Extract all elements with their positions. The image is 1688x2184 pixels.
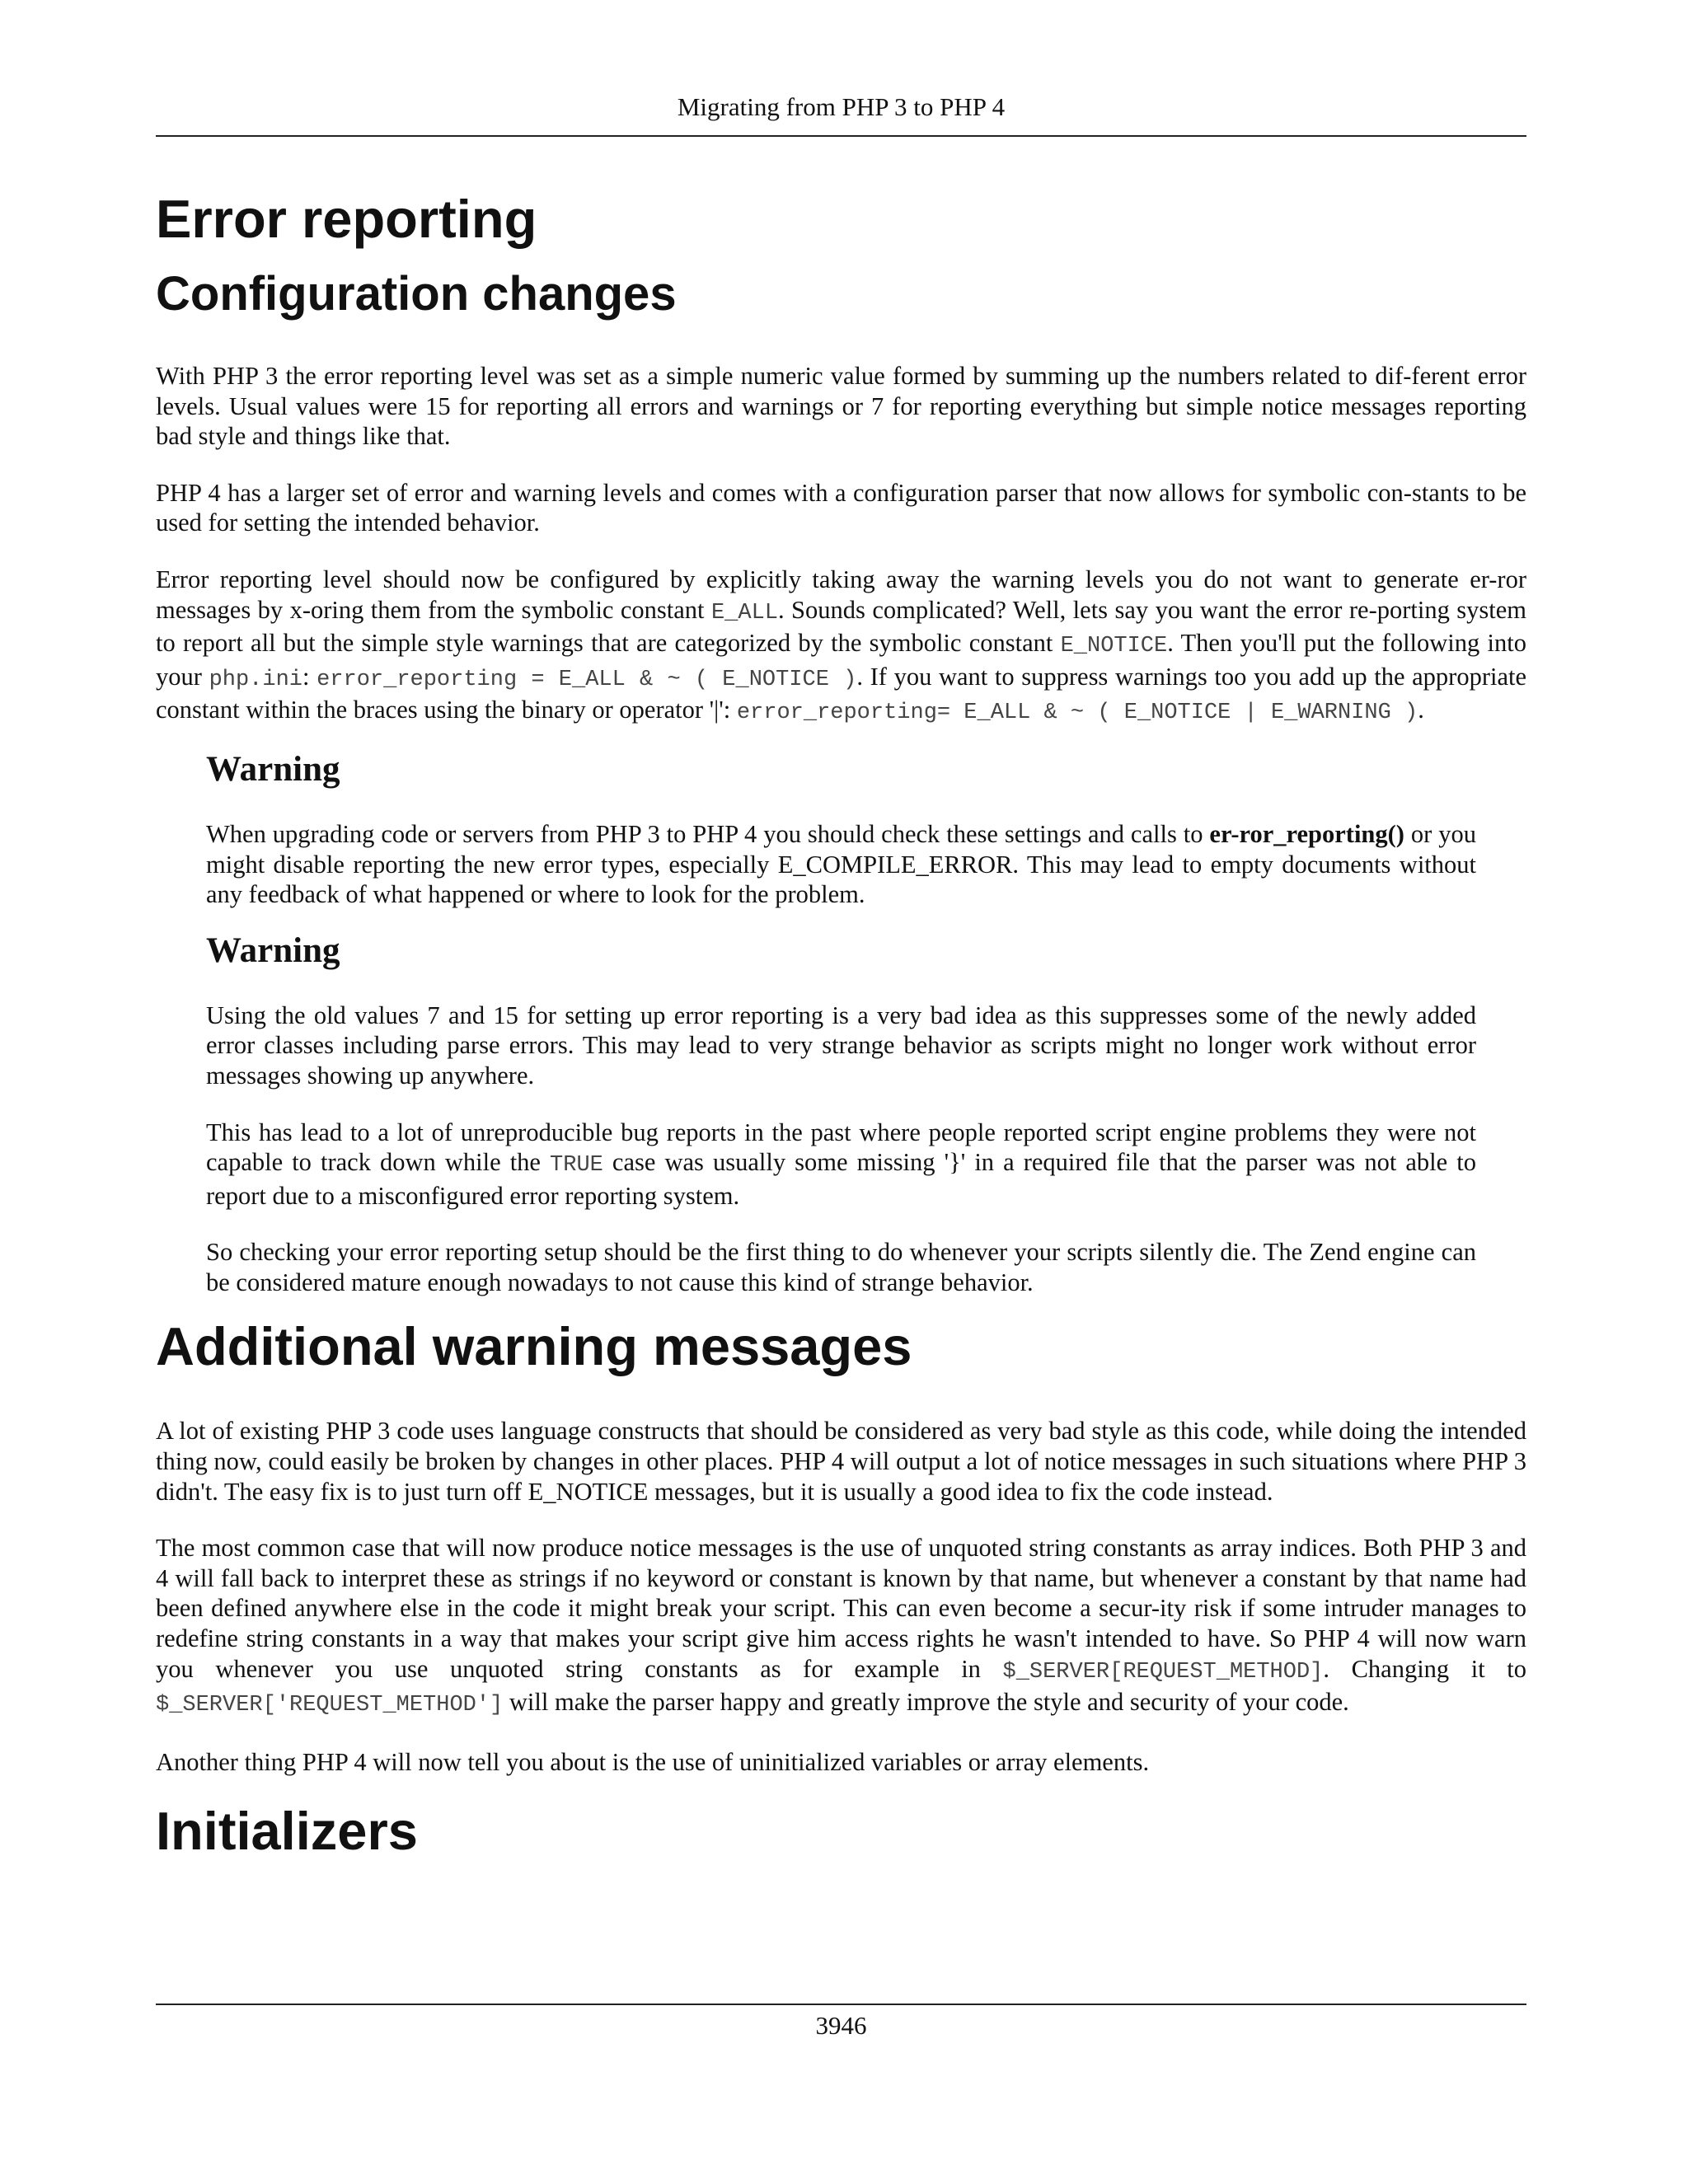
warning-paragraph-1: Using the old values 7 and 15 for setting up error reporting is a very bad idea as this suppresses some of the newly added error classes including parse errors. This may lead to very strange behavior as scripts might no longer work without error messages showing up anywhere. bbox=[206, 1001, 1476, 1090]
text-run: : bbox=[302, 662, 317, 691]
text-run: The most common case that will now produce notice messages is the use of unquoted string constants as array indices. Both PHP 3 and 4 will fall back to interpret these as strings if no keyword or constant is known by that name, but whenever a constant by that name had been defined anywhere else in the code it might break your script. This can even become a secur-ity risk if some intruder manages to redefine string constants in a way that makes your script give him access rights he wasn't intended to have. So PHP 4 will now warn you whenever you use unquoted string constants as for example in bbox=[156, 1534, 1526, 1683]
warning-text bbox=[206, 819, 1476, 910]
code-e-all: E_ALL bbox=[710, 600, 778, 626]
page-content bbox=[156, 186, 1526, 1864]
paragraph-config-3 bbox=[156, 565, 1526, 729]
paragraph-additional-1: A lot of existing PHP 3 code uses language constructs that should be considered as very bad style as this code, while doing the intended thing now, could easily be broken by changes in other places. PHP 4 will output a lot of notice messages in such situations where PHP 3 didn't. The easy fix is to just turn off E_NOTICE messages, but it is usually a good idea to fix the code instead. bbox=[156, 1417, 1526, 1506]
paragraph-additional-2 bbox=[156, 1533, 1526, 1721]
code-error-reporting-example-1: error_reporting = E_ALL & ~ ( E_NOTICE ) bbox=[316, 667, 857, 692]
text-run: When upgrading code or servers from PHP 3 to PHP 4 you should check these settings and calls to bbox=[206, 819, 1210, 848]
header-rule bbox=[156, 135, 1526, 137]
warning-paragraph-3: So checking your error reporting setup should be the first thing to do whenever your scripts silently die. The Zend engine can be considered mature enough nowadays to not cause this kind of strange behavior. bbox=[206, 1238, 1476, 1296]
text-run: . Then you'll put the following into your bbox=[156, 629, 1526, 691]
text-run: or you might disable reporting the new error types, especially E_COMPILE_ERROR. This may lead to empty documents without any feedback of what happened or where to look for the problem. bbox=[206, 819, 1476, 909]
text-run: case was usually some missing '}' in a required file that the parser was not able to report due to a misconfigured error reporting system. bbox=[206, 1148, 1476, 1210]
warning-title: Warning bbox=[206, 749, 340, 789]
function-name-error-reporting: er-ror_reporting() bbox=[1209, 819, 1404, 848]
text-run: . If you want to suppress warnings too you add up the appropriate constant within the braces using the binary or operator '|': bbox=[156, 662, 1527, 724]
footer-rule bbox=[156, 2004, 1526, 2005]
text-run: . bbox=[1418, 696, 1424, 724]
text-run: Error reporting level should now be configured by explicitly taking away the warning levels you do not want to generate er-ror messages by x-oring them from the symbolic constant bbox=[156, 565, 1526, 624]
text-run: This has lead to a lot of unreproducible bug reports in the past where people reported script engine problems they were not capable to track down while the bbox=[206, 1118, 1476, 1177]
page-number: 3946 bbox=[815, 2011, 867, 2040]
code-true: TRUE bbox=[550, 1153, 603, 1179]
code-server-request-method-quoted: $_SERVER['REQUEST_METHOD'] bbox=[156, 1693, 504, 1718]
warning-block-2 bbox=[206, 930, 1476, 1298]
paragraph-additional-3: Another thing PHP 4 will now tell you about is the use of uninitialized variables or array elements. bbox=[156, 1747, 1150, 1776]
section-title-additional-warning-messages: Additional warning messages bbox=[156, 1316, 912, 1377]
subsection-title-configuration-changes: Configuration changes bbox=[156, 267, 677, 321]
code-error-reporting-example-2: error_reporting= E_ALL & ~ ( E_NOTICE | E_WARNING ) bbox=[736, 701, 1418, 726]
section-title-error-reporting: Error reporting bbox=[156, 189, 537, 249]
warning-paragraph-2 bbox=[206, 1118, 1476, 1212]
section-title-initializers: Initializers bbox=[156, 1801, 418, 1862]
text-run: . Sounds complicated? Well, lets say you want the error re-porting system to report all but the simple style warnings that are categorized by the symbolic constant bbox=[156, 595, 1526, 658]
text-run: . Changing it to bbox=[1323, 1654, 1526, 1683]
warning-title: Warning bbox=[206, 930, 340, 970]
code-server-request-method-unquoted: $_SERVER[REQUEST_METHOD] bbox=[1002, 1659, 1324, 1685]
text-run: will make the parser happy and greatly improve the style and security of your code. bbox=[503, 1688, 1349, 1717]
running-header: Migrating from PHP 3 to PHP 4 bbox=[677, 92, 1006, 121]
paragraph-config-1: With PHP 3 the error reporting level was set as a simple numeric value formed by summing up the numbers related to dif-ferent error levels. Usual values were 15 for reporting all errors and warnings or 7 for reporting everything but simple notice messages reporting bad style and things like that. bbox=[156, 362, 1526, 451]
code-php-ini: php.ini bbox=[209, 667, 302, 692]
code-e-notice: E_NOTICE bbox=[1060, 634, 1168, 659]
paragraph-config-2: PHP 4 has a larger set of error and warning levels and comes with a configuration parser that now allows for symbolic con-stants to be used for setting the intended behavior. bbox=[156, 478, 1526, 537]
warning-block-1 bbox=[206, 748, 1476, 910]
